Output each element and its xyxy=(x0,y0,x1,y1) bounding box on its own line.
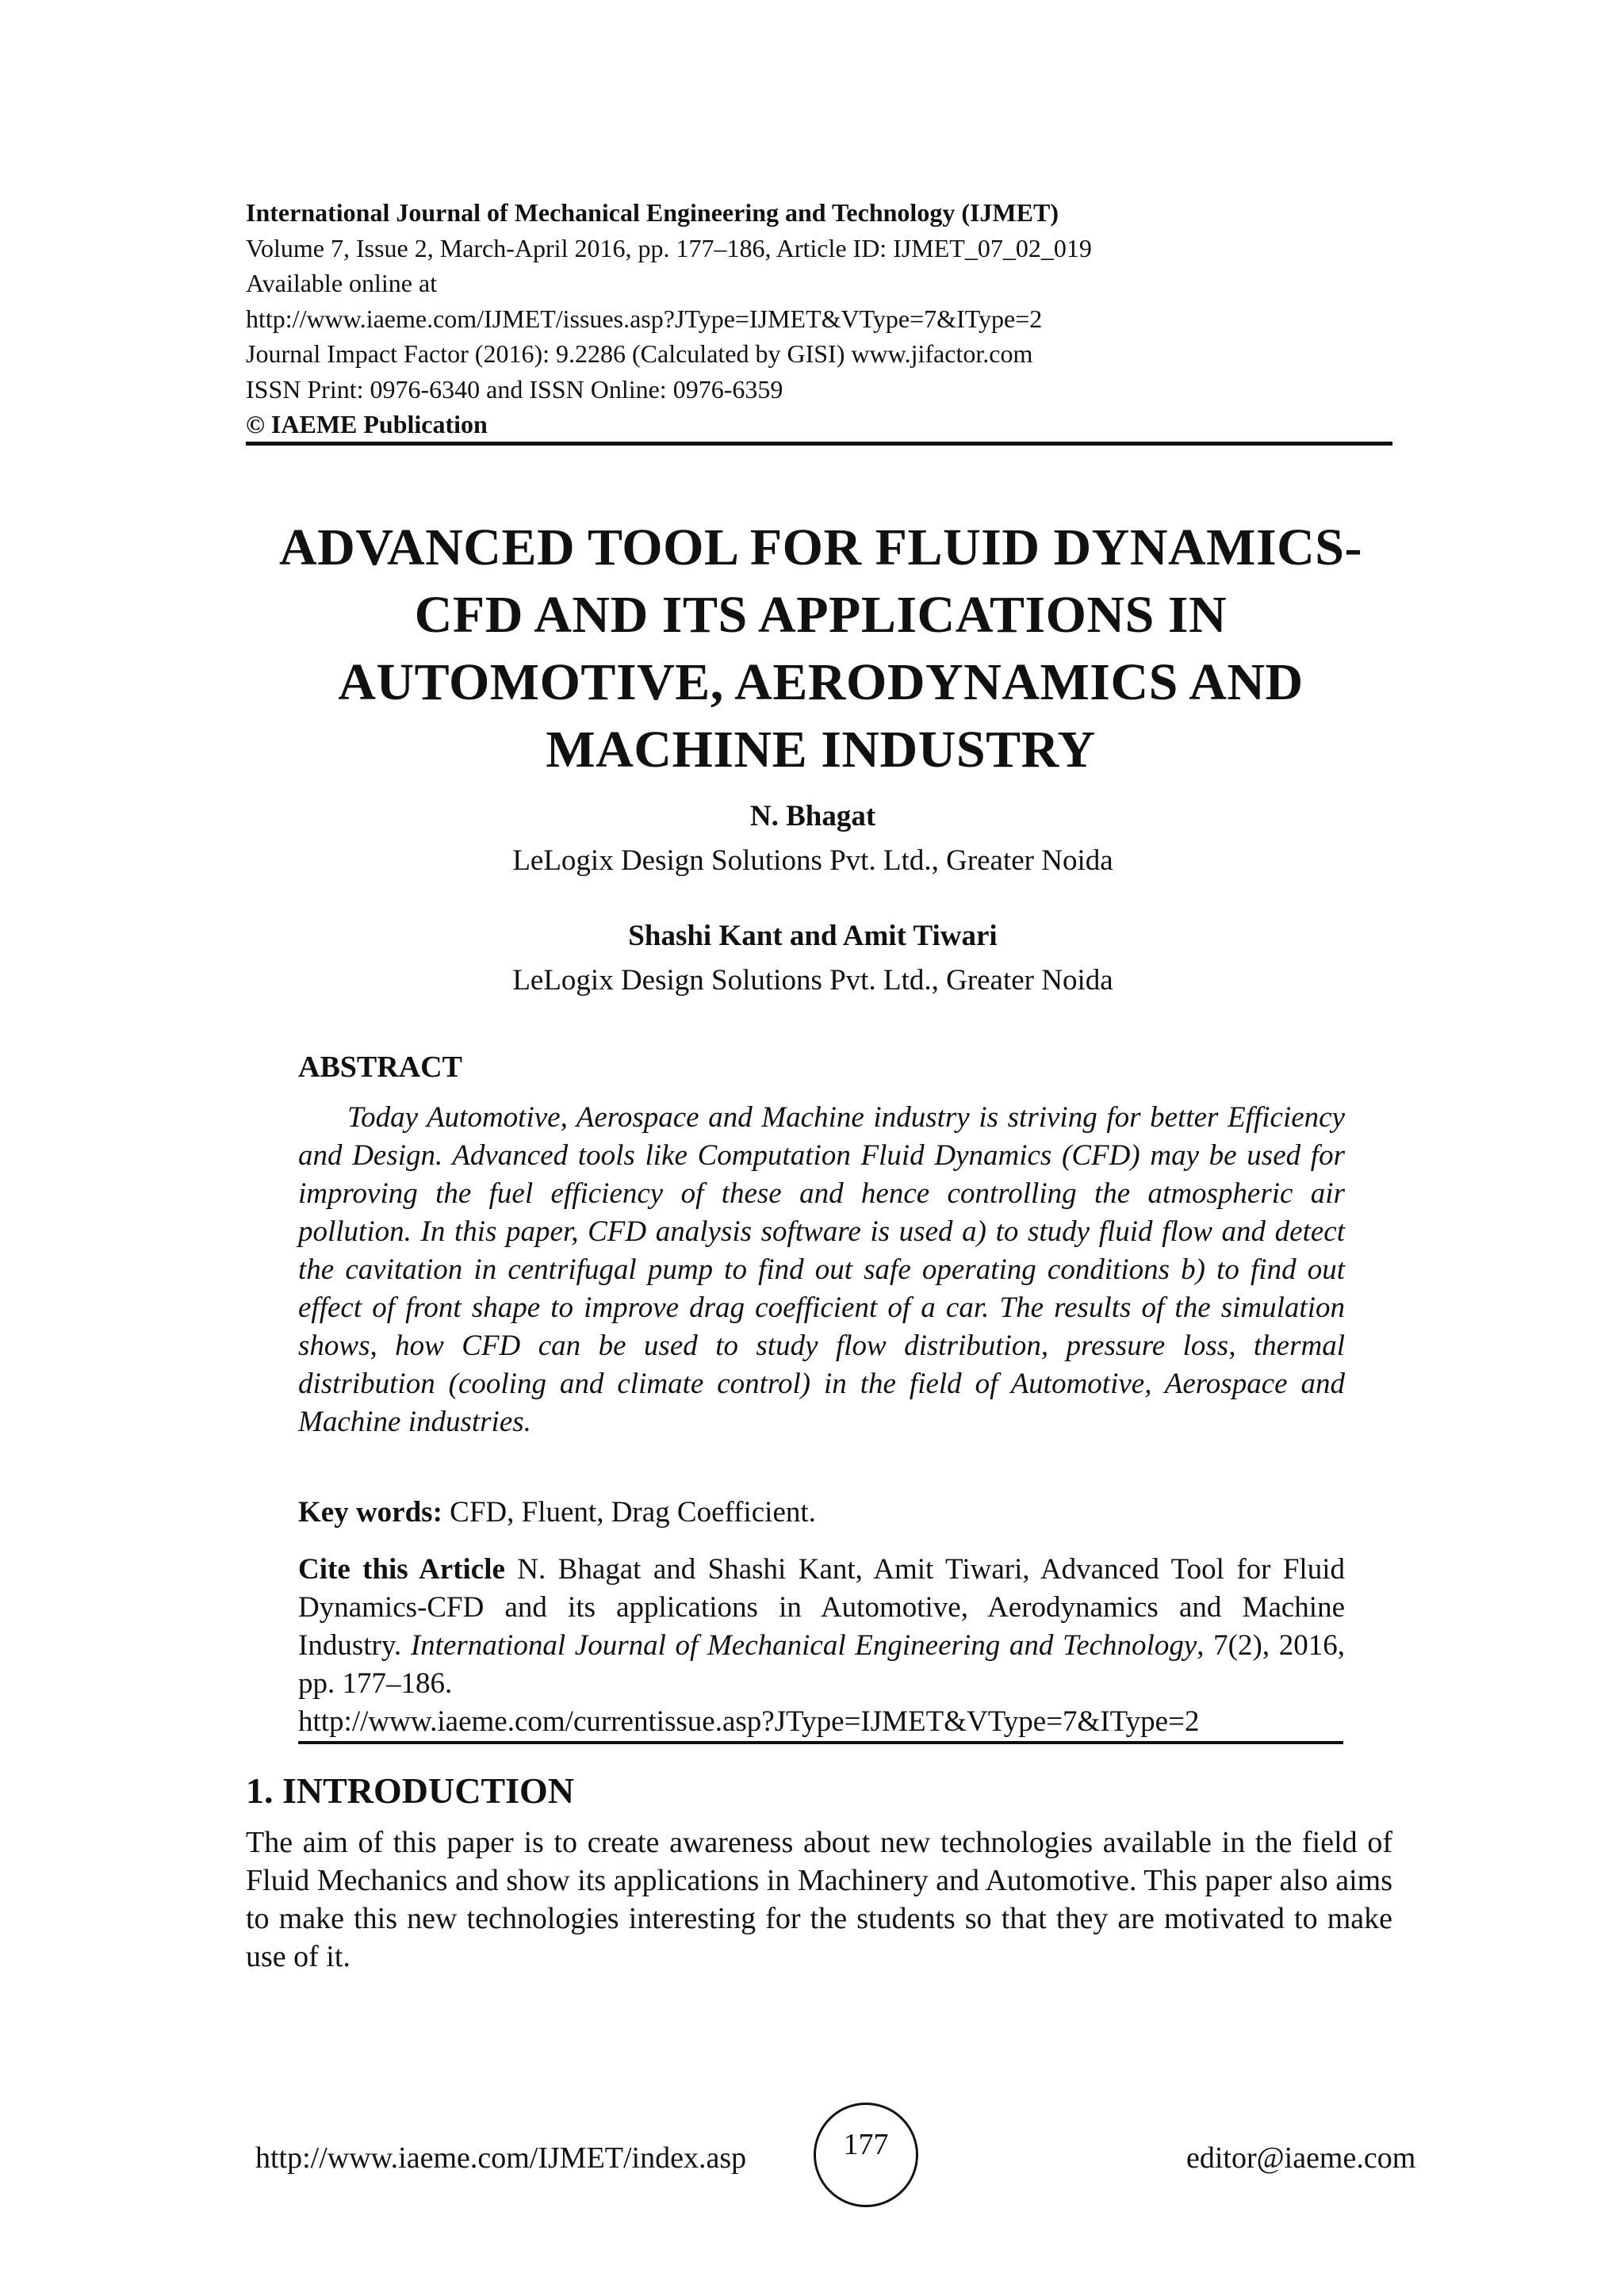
cite-details: , 7(2), 2016, pp. 177–186. xyxy=(298,1629,1345,1700)
title-line: AUTOMOTIVE, AERODYNAMICS AND xyxy=(338,653,1304,711)
cite-label: Cite this Article xyxy=(298,1553,505,1586)
journal-header xyxy=(246,195,1396,442)
author-name: Shashi Kant and Amit Tiwari xyxy=(628,920,998,952)
keywords-label: Key words: xyxy=(298,1496,442,1529)
issn-info: ISSN Print: 0976-6340 and ISSN Online: 0976-6359 xyxy=(246,374,783,404)
available-online: Available online at xyxy=(246,269,438,297)
footer-email[interactable]: editor@iaeme.com xyxy=(1186,2141,1416,2175)
introduction-body: The aim of this paper is to create awareness about new technologies available in the field of Fluid Mechanics and show its applications in Machinery and Automotive. This paper also aims to make this new technologies interesting for the students so that they are motivated to make use of it. xyxy=(246,1826,1392,1973)
cite-text: N. Bhagat and Shashi Kant, Amit Tiwari, Advanced Tool for Fluid Dynamics-CFD and its applications in Automotive, Aerodynamics and Machine Industry. xyxy=(298,1553,1345,1662)
publisher: © IAEME Publication xyxy=(246,410,488,438)
title-line: CFD AND ITS APPLICATIONS IN xyxy=(414,586,1228,644)
abstract-body: Today Automotive, Aerospace and Machine industry is striving for better Efficiency and Design. Advanced tools like Computation Fluid Dynamics (CFD) may be used for improving the fuel efficiency of these and hence controlling the atmospheric air pollution. In this paper, CFD analysis software is used a) to study fluid flow and detect the cavitation in centrifugal pump to find out safe operating conditions b) to find out effect of front shape to improve drag coefficient of a car. The results of the simulation shows, how CFD can be used to study flow distribution, pressure loss, thermal distribution (cooling and climate control) in the field of Automotive, Aerospace and Machine industries. xyxy=(298,1101,1345,1438)
volume-info: Volume 7, Issue 2, March-April 2016, pp. 177–186, Article ID: IJMET_07_02_019 xyxy=(246,233,1092,262)
introduction-heading: 1. INTRODUCTION xyxy=(246,1770,575,1811)
citation xyxy=(298,1551,1345,1741)
cite-journal: International Journal of Mechanical Engineering and Technology xyxy=(410,1629,1197,1662)
journal-title: International Journal of Mechanical Engineering and Technology (IJMET) xyxy=(246,198,1059,227)
citation-divider xyxy=(298,1741,1343,1744)
author-block xyxy=(238,794,1388,883)
author-affiliation: LeLogix Design Solutions Pvt. Ltd., Greater Noida xyxy=(512,844,1113,877)
abstract-heading: ABSTRACT xyxy=(298,1050,462,1084)
author-block xyxy=(238,914,1388,1003)
page-number: 177 xyxy=(814,2103,918,2207)
keywords-value: CFD, Fluent, Drag Coefficient. xyxy=(442,1496,816,1529)
author-name: N. Bhagat xyxy=(749,800,876,832)
header-divider xyxy=(246,442,1392,446)
impact-factor: Journal Impact Factor (2016): 9.2286 (Calculated by GISI) www.jifactor.com xyxy=(246,339,1033,368)
issues-url[interactable]: http://www.iaeme.com/IJMET/issues.asp?JType=IJMET&VType=7&IType=2 xyxy=(246,304,1043,333)
cite-url[interactable]: http://www.iaeme.com/currentissue.asp?JType=IJMET&VType=7&IType=2 xyxy=(298,1705,1200,1738)
title-line: ADVANCED TOOL FOR FLUID DYNAMICS- xyxy=(279,519,1362,576)
author-affiliation: LeLogix Design Solutions Pvt. Ltd., Greater Noida xyxy=(512,964,1113,997)
footer-url[interactable]: http://www.iaeme.com/IJMET/index.asp xyxy=(255,2141,747,2175)
paper-title xyxy=(198,514,1443,783)
keywords xyxy=(298,1494,1345,1532)
title-line: MACHINE INDUSTRY xyxy=(546,721,1096,779)
